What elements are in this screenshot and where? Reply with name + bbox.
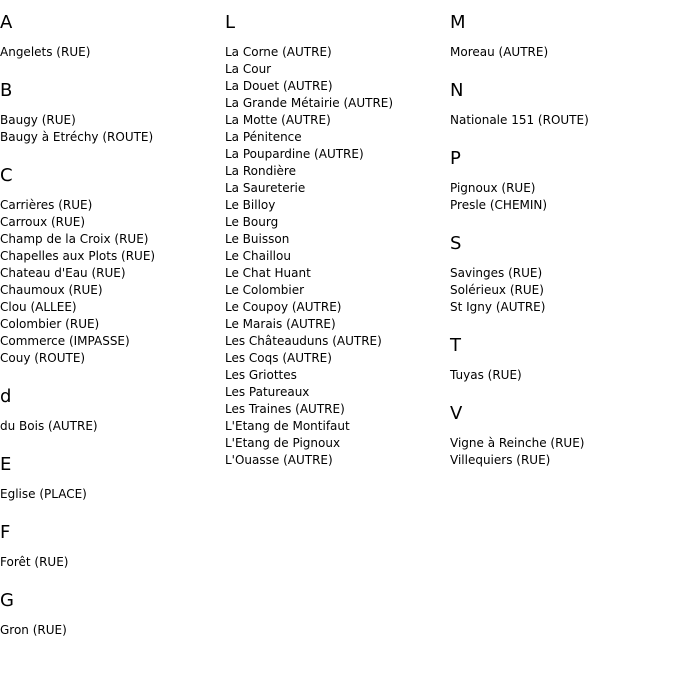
street-list [450,44,675,61]
street-list [0,418,225,435]
letter-heading: L [225,12,236,33]
street-list [450,435,675,469]
letter-section [0,12,225,61]
letter-section [0,522,225,571]
street-item: Champ de la Croix (RUE) [0,232,149,246]
street-index-column-3 [450,12,675,488]
street-item: Les Patureaux [225,385,310,399]
street-item: Le Chaillou [225,249,291,263]
street-item: Les Griottes [225,368,297,382]
letter-section [450,403,675,469]
street-item: Eglise (PLACE) [0,487,87,501]
street-item: La Pénitence [225,130,302,144]
street-item: Moreau (AUTRE) [450,45,549,59]
street-item: Le Buisson [225,232,290,246]
street-item: Carrières (RUE) [0,198,93,212]
street-item: Nationale 151 (ROUTE) [450,113,589,127]
street-item: Chaumoux (RUE) [0,283,103,297]
street-item: St Igny (AUTRE) [450,300,546,314]
street-item: La Grande Métairie (AUTRE) [225,96,394,110]
street-item: Vigne à Reinche (RUE) [450,436,585,450]
street-item: La Rondière [225,164,296,178]
letter-section [450,12,675,61]
street-item: La Saureterie [225,181,306,195]
street-item: Tuyas (RUE) [450,368,522,382]
street-item: Les Châteauduns (AUTRE) [225,334,382,348]
street-item: Forêt (RUE) [0,555,69,569]
street-list [0,44,225,61]
letter-heading: E [0,454,12,475]
street-item: Chateau d'Eau (RUE) [0,266,126,280]
letter-section [450,148,675,214]
street-item: La Motte (AUTRE) [225,113,331,127]
street-item: Savinges (RUE) [450,266,543,280]
street-item: Commerce (IMPASSE) [0,334,130,348]
letter-section [0,165,225,367]
street-item: Le Coupoy (AUTRE) [225,300,342,314]
letter-heading: A [0,12,13,33]
street-item: Solérieux (RUE) [450,283,544,297]
street-item: Presle (CHEMIN) [450,198,548,212]
letter-heading: d [0,386,12,407]
letter-heading: T [450,335,461,356]
letter-heading: F [0,522,11,543]
street-index-column-1 [0,12,225,658]
street-item: Angelets (RUE) [0,45,91,59]
street-item: Gron (RUE) [0,623,67,637]
street-item: L'Etang de Montifaut [225,419,350,433]
street-item: Baugy à Etréchy (ROUTE) [0,130,154,144]
street-item: La Douet (AUTRE) [225,79,333,93]
street-item: Les Traines (AUTRE) [225,402,345,416]
street-item: du Bois (AUTRE) [0,419,98,433]
street-item: Carroux (RUE) [0,215,86,229]
street-list [0,197,225,367]
street-item: Le Chat Huant [225,266,311,280]
letter-heading: G [0,590,14,611]
street-list [0,486,225,503]
street-item: Chapelles aux Plots (RUE) [0,249,156,263]
street-item: La Cour [225,62,272,76]
letter-section [0,80,225,146]
street-item: Les Coqs (AUTRE) [225,351,332,365]
letter-heading: N [450,80,464,101]
letter-section [0,590,225,639]
street-list [450,180,675,214]
street-item: Couy (ROUTE) [0,351,86,365]
letter-section [0,386,225,435]
street-list [450,367,675,384]
street-item: Le Bourg [225,215,279,229]
street-item: La Corne (AUTRE) [225,45,332,59]
street-list [0,554,225,571]
letter-section [450,233,675,316]
letter-section [0,454,225,503]
street-item: Villequiers (RUE) [450,453,551,467]
street-item: Le Billoy [225,198,276,212]
street-item: Le Marais (AUTRE) [225,317,336,331]
street-item: Le Colombier [225,283,305,297]
street-item: Clou (ALLEE) [0,300,77,314]
street-item: Pignoux (RUE) [450,181,536,195]
street-item: Colombier (RUE) [0,317,100,331]
letter-heading: B [0,80,13,101]
letter-heading: S [450,233,462,254]
street-list [450,265,675,316]
letter-section [450,80,675,129]
street-item: Baugy (RUE) [0,113,76,127]
letter-heading: V [450,403,463,424]
letter-heading: C [0,165,13,186]
street-list [0,622,225,639]
street-item: L'Ouasse (AUTRE) [225,453,333,467]
letter-section [450,335,675,384]
street-item: L'Etang de Pignoux [225,436,341,450]
street-list [450,112,675,129]
letter-heading: P [450,148,461,169]
letter-section [225,12,450,469]
street-item: La Poupardine (AUTRE) [225,147,364,161]
street-list [225,44,450,469]
letter-heading: M [450,12,466,33]
street-list [0,112,225,146]
street-index-column-2 [225,12,450,488]
